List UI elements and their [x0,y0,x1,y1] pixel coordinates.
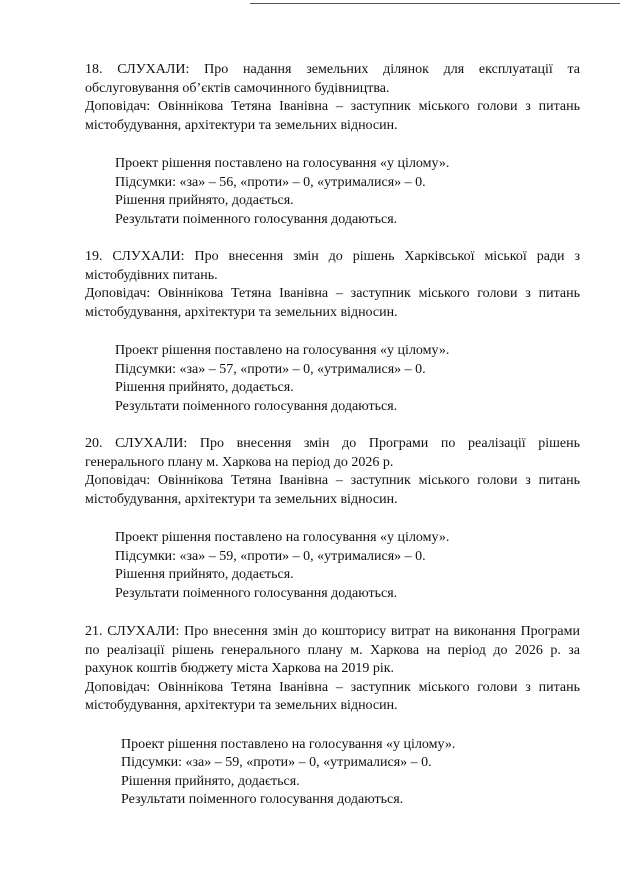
vote-results: Підсумки: «за» – 59, «проти» – 0, «утрималися» – 0. [121,755,432,770]
decision-status: Рішення прийнято, додається. [115,380,294,395]
decision-status: Рішення прийнято, додається. [121,773,300,789]
item-heading: 20. СЛУХАЛИ: Про внесення змін до Програми по реалізації рішень генерального плану м. Харкова на період до 2026 р. [85,436,580,470]
item-heading: 18. СЛУХАЛИ: Про надання земельних ділянок для експлуатації та обслуговування об’єктів самочинного будівництва. [85,62,580,96]
vote-block [85,342,580,416]
vote-line: Проект рішення поставлено на голосування «у цілому». [121,736,456,752]
decision-status: Рішення прийнято, додається. [115,193,294,208]
vote-line: Проект рішення поставлено на голосування «у цілому». [115,530,450,545]
vote-results: Підсумки: «за» – 59, «проти» – 0, «утрималися» – 0. [115,548,426,564]
item-heading: 21. СЛУХАЛИ: Про внесення змін до кошторису витрат на виконання Програми по реалізації рішень генерального плану м. Харкова на період до 2026 р. за рахунок коштів бюджету міста Харкова на 2019 рік. [85,624,580,676]
item-speaker: Доповідач: Овіннікова Тетяна Іванівна – заступник міського голови з питань містобудування, архітектури та земельних відносин. [85,99,580,133]
vote-block [85,155,580,229]
agenda-item-21 [85,623,580,810]
agenda-item-20 [85,435,580,603]
item-speaker: Доповідач: Овіннікова Тетяна Іванівна – заступник міського голови з питань містобудування, архітектури та земельних відносин. [85,286,580,320]
roll-call-note: Результати поіменного голосування додаються. [115,585,398,601]
vote-line: Проект рішення поставлено на голосування «у цілому». [115,343,450,358]
agenda-item-19 [85,248,580,416]
vote-block [85,529,580,603]
vote-results: Підсумки: «за» – 56, «проти» – 0, «утрималися» – 0. [115,174,426,190]
item-speaker: Доповідач: Овіннікова Тетяна Іванівна – заступник міського голови з питань містобудування, архітектури та земельних відносин. [85,473,580,507]
roll-call-note: Результати поіменного голосування додаються. [115,211,398,227]
vote-results: Підсумки: «за» – 57, «проти» – 0, «утрималися» – 0. [115,361,426,377]
roll-call-note: Результати поіменного голосування додаються. [115,398,398,414]
item-heading: 19. СЛУХАЛИ: Про внесення змін до рішень Харківської міської ради з містобудівних питань. [85,249,580,283]
vote-block [85,736,580,810]
agenda-item-18 [85,61,580,229]
decision-status: Рішення прийнято, додається. [115,567,294,582]
roll-call-note: Результати поіменного голосування додаються. [121,792,404,807]
item-speaker: Доповідач: Овіннікова Тетяна Іванівна – заступник міського голови з питань містобудування, архітектури та земельних відносин. [85,679,580,713]
vote-line: Проект рішення поставлено на голосування «у цілому». [115,156,450,171]
